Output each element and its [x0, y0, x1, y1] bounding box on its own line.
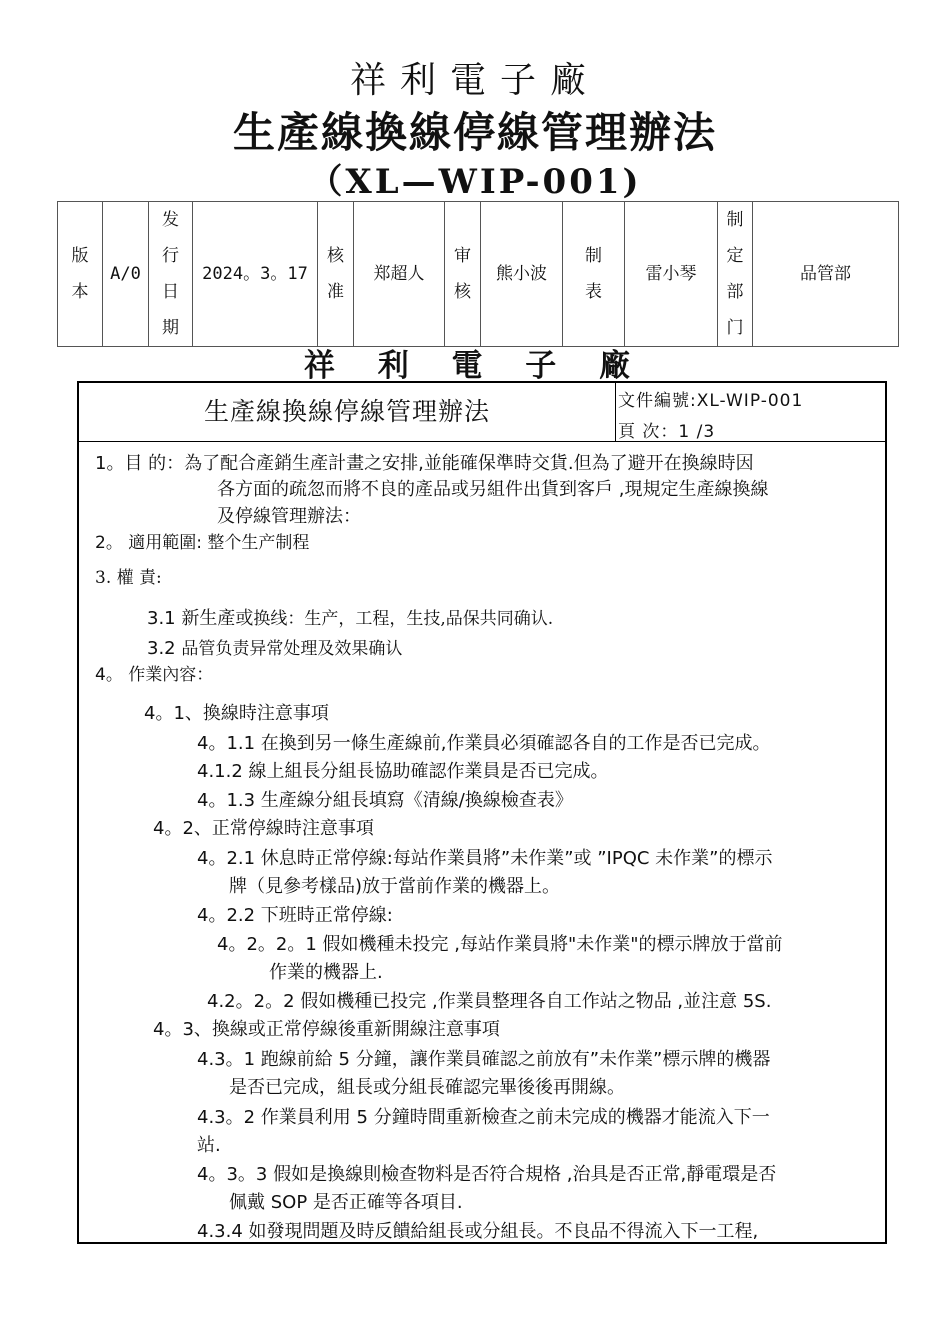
section-4-1: 4。1、換線時注意事項 — [144, 703, 329, 724]
company-name-repeat: 祥 利 電 子 廠 — [303, 348, 647, 384]
scope-line — [95, 530, 309, 556]
review-label: 审 核 — [445, 202, 481, 347]
document-meta — [616, 383, 885, 442]
issue-date-label: 发 行 日 期 — [149, 202, 193, 347]
issue-date-value: 2024。3。17 — [193, 202, 318, 347]
revision-info-table — [57, 201, 899, 347]
item-4-3-2: 4.3。2 作業員利用 5 分鐘時間重新檢查之前未完成的機器才能流入下一 — [197, 1107, 770, 1128]
work-content-heading: 4。 作業內容： — [95, 665, 214, 685]
item-4-2-1: 4。2.1 休息時正常停線:每站作業員將”未作業”或 ”IPQC 未作業”的標示 — [197, 848, 773, 869]
item-4-3-2-cont: 站. — [197, 1135, 221, 1156]
approver-name: 郑超人 — [354, 202, 445, 347]
purpose-line-1: 1。目 的：為了配合產銷生產計畫之安排,並能確保準時交貨.但為了避开在換線時因 — [95, 453, 754, 474]
item-4-2-2-1: 4。2。2。1 假如機種未投完 ,每站作業員將"未作業"的標示牌放于當前 — [217, 934, 783, 955]
reviewer-name: 熊小波 — [481, 202, 563, 347]
version-label: 版 本 — [58, 202, 103, 347]
purpose-line-2: 各方面的疏忽而將不良的產品或另組件出貨到客戶 ,現規定生產線換線 — [217, 479, 769, 500]
file-number: 文件編號:XL-WIP-001 — [618, 391, 804, 411]
dept-value: 品管部 — [753, 202, 899, 347]
dept-label: 制 定 部 门 — [718, 202, 753, 347]
item-4-3-3-cont: 佩戴 SOP 是否正確等各項目. — [229, 1192, 463, 1213]
document-title: 生產線換線停線管理辦法 — [232, 108, 717, 157]
procedure-title: 生產線換線停線管理辦法 — [79, 383, 616, 442]
item-4-3-1: 4.3。1 跑線前給 5 分鐘，讓作業員確認之前放有”未作業”標示牌的機器 — [197, 1049, 771, 1070]
document-code: （XL—WIP-001) — [308, 162, 642, 202]
version-value: A/0 — [103, 202, 149, 347]
approve-label: 核 准 — [318, 202, 354, 347]
scope-label: 2。 適用範圍: — [95, 533, 202, 553]
responsibility-heading: 3. 權 責: — [95, 568, 162, 588]
item-4-3-4: 4.3.4 如發現問題及時反饋給組長或分組長。不良品不得流入下一工程, — [197, 1221, 759, 1242]
item-4-2-2: 4。2.2 下班時正常停線: — [197, 905, 393, 926]
page-number: 頁 次：1 /3 — [618, 422, 716, 442]
item-4-1-2: 4.1.2 線上組長分組長協助確認作業員是否已完成。 — [197, 761, 609, 782]
company-name: 祥利電子廠 — [349, 60, 600, 101]
item-4-1-3: 4。1.3 生產線分組長填寫《清線/換線檢查表》 — [197, 790, 573, 811]
item-4-3-1-cont: 是否已完成，組長或分組長確認完畢後後再開線。 — [229, 1077, 625, 1098]
preparer-name: 雷小琴 — [625, 202, 718, 347]
section-4-3: 4。3、換線或正常停線後重新開線注意事項 — [153, 1019, 500, 1040]
responsibility-3-2: 3.2 品管负责异常处理及效果确认 — [147, 638, 403, 659]
responsibility-3-1: 3.1 新生產或换线：生产，工程，生技,品保共同确认. — [147, 608, 554, 629]
item-4-1-1: 4。1.1 在換到另一條生產線前,作業員必須確認各自的工作是否已完成。 — [197, 733, 771, 754]
purpose-line-3: 及停線管理辦法： — [217, 506, 361, 527]
document-body-frame — [77, 381, 887, 1244]
prepare-label: 制 表 — [563, 202, 625, 347]
section-4-2: 4。2、正常停線時注意事項 — [153, 818, 374, 839]
item-4-2-2-2: 4.2。2。2 假如機種已投完 ,作業員整理各自工作站之物品 ,並注意 5S. — [207, 991, 772, 1012]
item-4-2-2-1-cont: 作業的機器上. — [269, 962, 383, 983]
item-4-2-1-cont: 牌（見參考樣品)放于當前作業的機器上。 — [229, 876, 561, 897]
item-4-3-3: 4。3。3 假如是換線則檢查物料是否符合規格 ,治具是否正常,靜電環是否 — [197, 1164, 777, 1185]
scope-value: 整个生产制程 — [201, 533, 310, 553]
